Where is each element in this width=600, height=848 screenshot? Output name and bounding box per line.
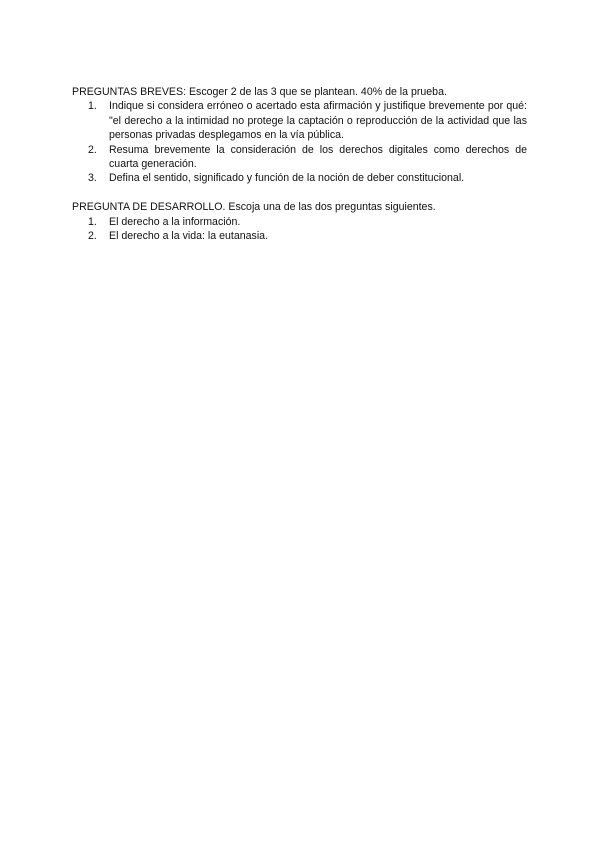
list-item-number: 1.	[88, 215, 97, 228]
list-item	[72, 99, 527, 142]
list-item-number: 2.	[88, 143, 97, 156]
short-questions-heading: PREGUNTAS BREVES: Escoger 2 de las 3 que se plantean. 40% de la prueba.	[72, 86, 447, 98]
list-item-text: El derecho a la vida: la eutanasia.	[109, 230, 269, 243]
essay-questions-list	[72, 215, 527, 244]
document-content	[72, 85, 527, 244]
list-item	[72, 143, 527, 172]
list-item-number: 2.	[88, 230, 97, 243]
essay-question-heading: PREGUNTA DE DESARROLLO. Escoja una de las dos preguntas siguientes.	[72, 201, 436, 214]
list-item	[72, 171, 527, 185]
list-item-text: Indique si considera erróneo o acertado esta afirmación y justifique brevemente por qué: "el derecho a la intimidad no protege la captación o reproducción de la actividad que las personas privadas desplegamos en la vía pública.	[109, 100, 527, 142]
list-item-number: 3.	[88, 172, 97, 185]
short-questions-list	[72, 99, 527, 185]
section-spacer	[72, 186, 527, 201]
list-item	[72, 215, 527, 229]
list-item-text: El derecho a la información.	[109, 215, 241, 228]
list-item-text: Defina el sentido, significado y función de la noción de deber constitucional.	[109, 172, 465, 185]
list-item	[72, 229, 527, 243]
list-item-text: Resuma brevemente la consideración de los derechos digitales como derechos de cuarta generación.	[109, 143, 527, 171]
list-item-number: 1.	[88, 100, 97, 113]
